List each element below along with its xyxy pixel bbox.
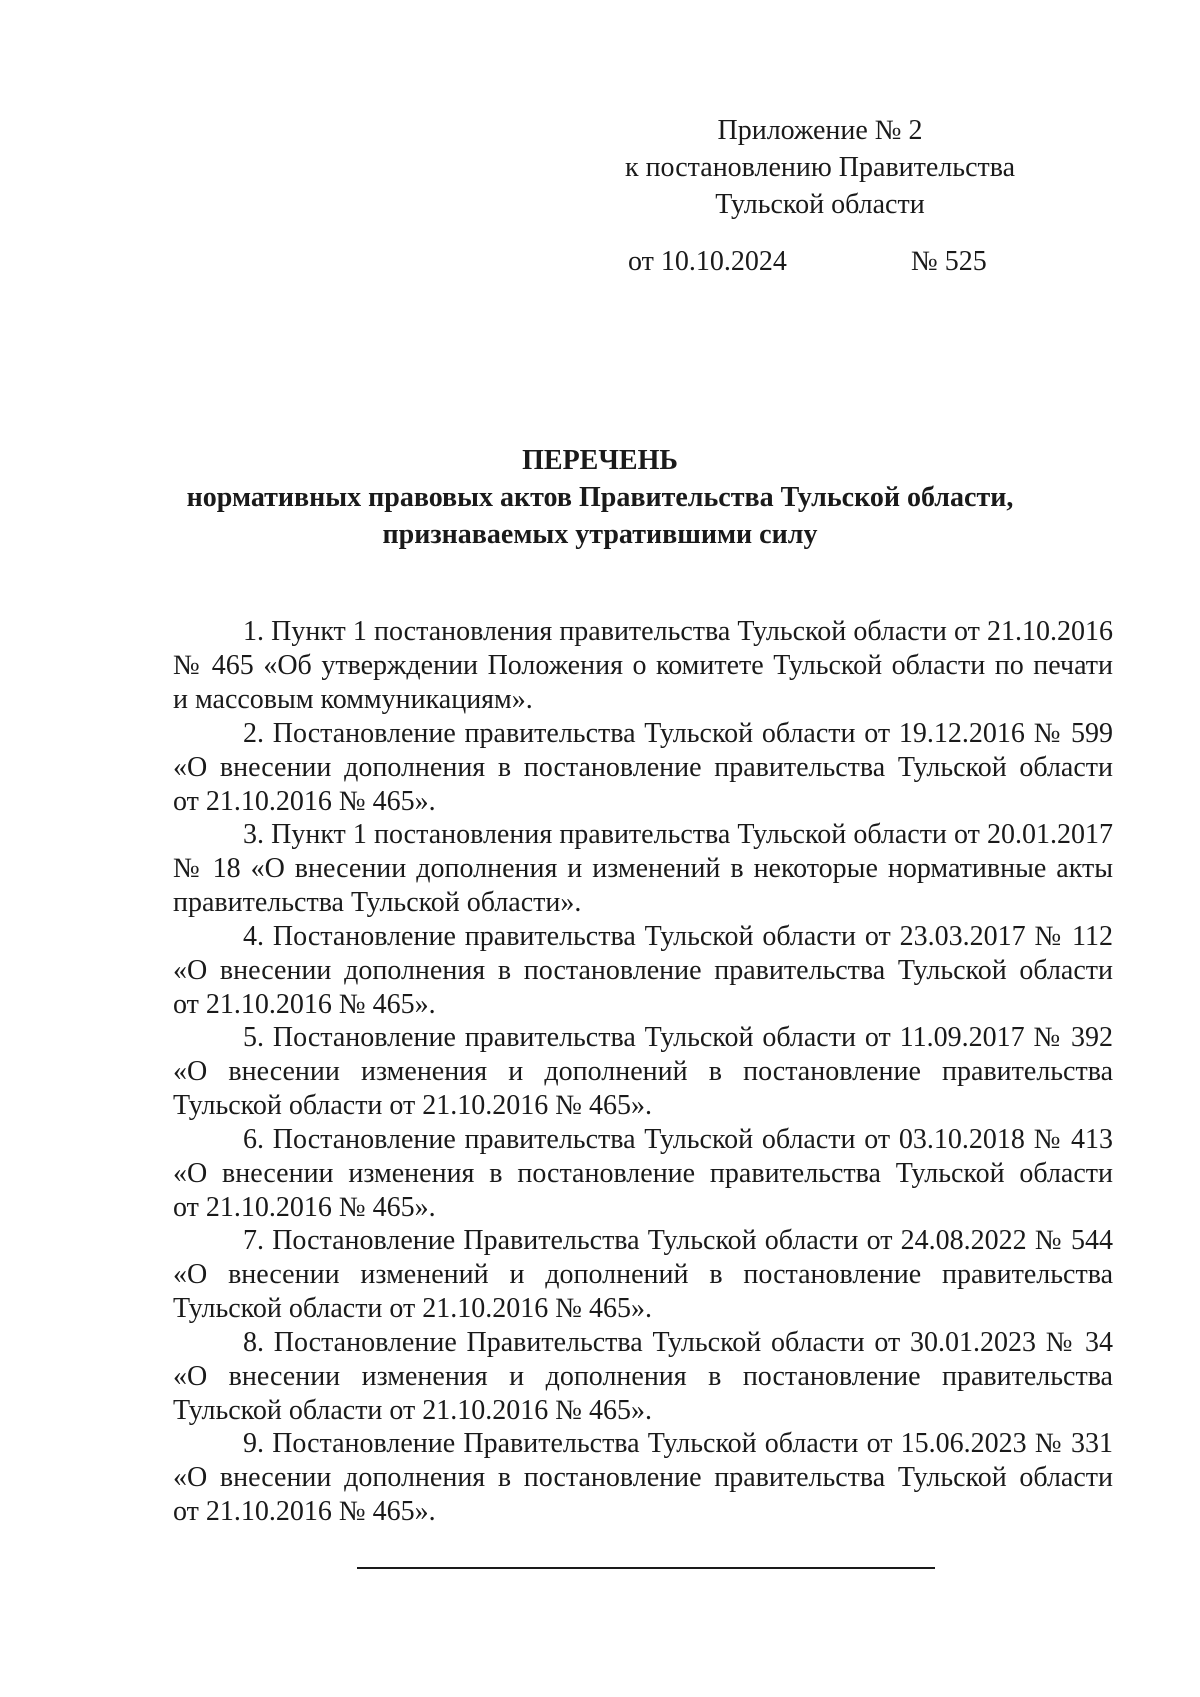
heading-subtitle-line-2: признаваемых утратившими силу (382, 519, 818, 550)
closing-divider (357, 1567, 935, 1569)
list-item-line: от 21.10.2016 № 465». (173, 1191, 436, 1223)
appendix-title: Приложение № 2 (717, 115, 923, 146)
list-item-line: 2. Постановление правительства Тульской области от 19.12.2016 № 599 (243, 717, 1113, 749)
list-item (173, 717, 1113, 819)
list-item-line: правительства Тульской области». (173, 887, 582, 918)
list-item-line: и массовым коммуникациям». (173, 684, 533, 715)
list-item (173, 818, 1113, 920)
list-item-line: от 21.10.2016 № 465». (173, 988, 436, 1020)
list-item (173, 920, 1113, 1022)
list-item-line: «О внесении дополнения в постановление правительства Тульской области (173, 954, 1113, 986)
list-item-line: 7. Постановление Правительства Тульской области от 24.08.2022 № 544 (243, 1225, 1113, 1256)
list-item-line: от 21.10.2016 № 465». (173, 785, 436, 817)
appendix-region: Тульской области (715, 189, 925, 220)
list-item (173, 1021, 1113, 1123)
heading-title: ПЕРЕЧЕНЬ (522, 445, 678, 476)
list-item-line: 6. Постановление правительства Тульской области от 03.10.2018 № 413 (243, 1123, 1113, 1155)
resolution-number: № 525 (911, 246, 987, 277)
list-item-line: 3. Пункт 1 постановления правительства Тульской области от 20.01.2017 (243, 819, 1113, 850)
list-item-line: Тульской области от 21.10.2016 № 465». (173, 1394, 652, 1426)
appendix-block (610, 112, 1030, 223)
list-item-line: Тульской области от 21.10.2016 № 465». (173, 1293, 652, 1324)
list-item-line: 1. Пункт 1 постановления правительства Тульской области от 21.10.2016 (243, 616, 1113, 647)
list-item (173, 1123, 1113, 1225)
resolution-date: от 10.10.2024 (628, 246, 787, 277)
heading-subtitle-line-1: нормативных правовых актов Правительства Тульской области, (186, 482, 1014, 513)
list-item (173, 1224, 1113, 1326)
list-item-line: 5. Постановление правительства Тульской области от 11.09.2017 № 392 (243, 1022, 1113, 1053)
list-item-line: «О внесении дополнения в постановление правительства Тульской области (173, 1462, 1113, 1493)
list-item-line: «О внесении изменения и дополнения в постановление правительства (173, 1360, 1113, 1392)
appendix-reference: к постановлению Правительства (624, 152, 1016, 183)
list-item-line: 4. Постановление правительства Тульской области от 23.03.2017 № 112 (243, 920, 1113, 952)
list-item-line: 9. Постановление Правительства Тульской области от 15.06.2023 № 331 (243, 1428, 1113, 1459)
list-item-line: «О внесении изменения и дополнений в постановление правительства (173, 1056, 1113, 1087)
list-item-line: № 465 «Об утверждении Положения о комитете Тульской области по печати (173, 650, 1113, 681)
document-heading (130, 442, 1070, 553)
list-item-line: «О внесении дополнения в постановление правительства Тульской области (173, 751, 1113, 783)
list-item (173, 1326, 1113, 1428)
list-item (173, 615, 1113, 717)
list-item-line: «О внесении изменений и дополнений в постановление правительства (173, 1259, 1113, 1290)
list-item-line: Тульской области от 21.10.2016 № 465». (173, 1090, 652, 1121)
list-item-line: 8. Постановление Правительства Тульской области от 30.01.2023 № 34 (243, 1326, 1113, 1358)
list-item-line: № 18 «О внесении дополнения и изменений в некоторые нормативные акты (173, 853, 1113, 884)
acts-list (173, 615, 1113, 1529)
list-item-line: «О внесении изменения в постановление правительства Тульской области (173, 1157, 1113, 1189)
list-item-line: от 21.10.2016 № 465». (173, 1496, 436, 1527)
list-item (173, 1427, 1113, 1529)
